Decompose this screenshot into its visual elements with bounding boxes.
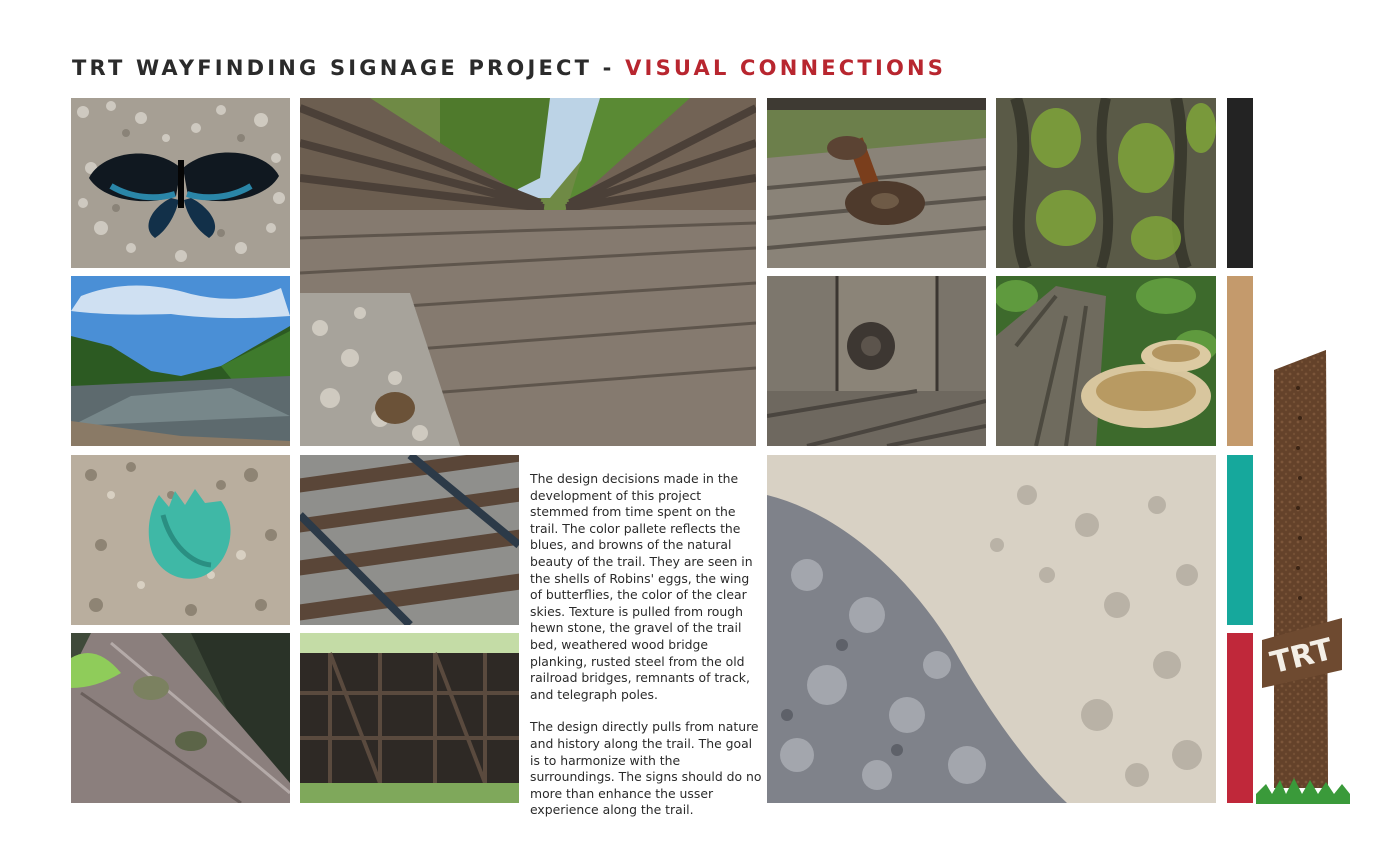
- river-photo: [71, 276, 290, 446]
- bridge-deck-photo: [300, 98, 756, 446]
- palette-swatch-teal: [1227, 455, 1253, 625]
- project-description: [530, 471, 762, 835]
- palette-swatch-red: [1227, 633, 1253, 803]
- rusted-bolt-photo: [767, 98, 986, 268]
- title-accent: VISUAL CONNECTIONS: [625, 56, 947, 80]
- title-main: TRT WAYFINDING SIGNAGE PROJECT -: [72, 56, 626, 80]
- butterfly-photo: [71, 98, 290, 268]
- palette-swatch-black: [1227, 98, 1253, 268]
- mushroom-log-photo: [996, 276, 1216, 446]
- gravel-closeup-photo: [767, 455, 1216, 803]
- tree-bark-moss-photo: [996, 98, 1216, 268]
- robin-egg-photo: [71, 455, 290, 625]
- palette-swatch-tan: [1227, 276, 1253, 446]
- description-paragraph-2: The design directly pulls from nature and history along the trail. The goal is to harmonize with the surroundings. The signs should do no more than enhance the usser experience along the trail.: [530, 719, 762, 818]
- trt-logo-text: TRT: [1266, 631, 1337, 682]
- description-paragraph-1: The design decisions made in the development of this project stemmed from time spent on the trail. The color pallete reflects the blues, and browns of the natural beauty of the trail. They are seen in the shells of Robins' eggs, the wing of butterflies, the color of the clear skies. Texture is pulled from rough hewn stone, the gravel of the trail bed, weathered wood bridge planking, rusted steel from the old railroad bridges, remnants of track, and telegraph poles.: [530, 471, 753, 702]
- wood-bolt-photo: [767, 276, 986, 446]
- steel-bridge-photo: [300, 633, 519, 803]
- page-title: [72, 56, 946, 80]
- frog-log-photo: [71, 633, 290, 803]
- railroad-tracks-photo: [300, 455, 519, 625]
- trt-sign-post: [1256, 348, 1350, 804]
